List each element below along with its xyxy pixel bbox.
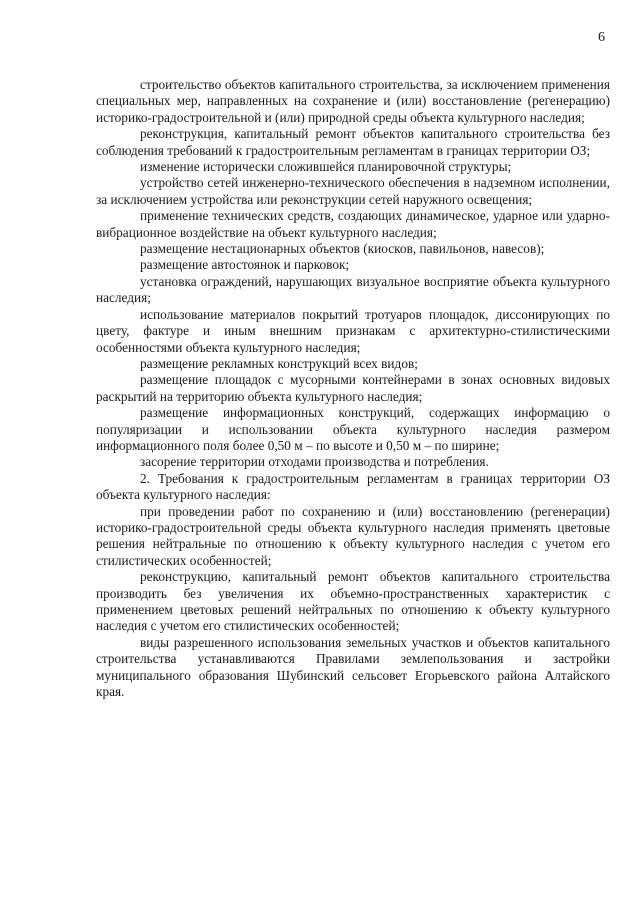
paragraph: реконструкцию, капитальный ремонт объектов капитального строительства производить без увеличения их объемно-пространственных характеристик с применением цветовых решений нейтральных по отношению к объекту культурного наследия с учетом его стилистических особенностей; bbox=[96, 569, 610, 634]
paragraph: при проведении работ по сохранению и (или) восстановлению (регенерации) историко-градостроительной среды объекта культурного наследия применять цветовые решения нейтральные по отношению к объекту культурного наследия с учетом его стилистических особенностей; bbox=[96, 503, 610, 568]
paragraph: строительство объектов капитального строительства, за исключением применения специальных мер, направленных на сохранение и (или) восстановление (регенерацию) историко-градостроительной и (или) природной среды объекта культурного наследия; bbox=[96, 77, 610, 125]
paragraph: размещение рекламных конструкций всех видов; bbox=[140, 355, 418, 371]
paragraph: установка ограждений, нарушающих визуальное восприятие объекта культурного наследия; bbox=[96, 273, 610, 306]
paragraph: реконструкция, капитальный ремонт объектов капитального строительства без соблюдения требований к градостроительным регламентам в границах территории ОЗ; bbox=[96, 126, 610, 158]
paragraph: размещение информационных конструкций, содержащих информацию о популяризации и использовании объекта культурного наследия размером информационного поля более 0,50 м – по высоте и 0,50 м – по ширине; bbox=[96, 405, 610, 453]
page-number: 6 bbox=[598, 30, 605, 45]
paragraph: устройство сетей инженерно-технического обеспечения в надземном исполнении, за исключением устройства или реконструкции сетей наружного освещения; bbox=[96, 175, 610, 207]
paragraph: применение технических средств, создающих динамическое, ударное или ударно-вибрационное воздействие на объект культурного наследия; bbox=[96, 208, 610, 240]
paragraph: размещение автостоянок и парковок; bbox=[140, 257, 350, 273]
paragraph: изменение исторически сложившейся планировочной структуры; bbox=[140, 159, 512, 175]
paragraph: виды разрешенного использования земельных участков и объектов капитального строительства устанавливаются Правилами землепользования и застройки муниципального образования Шубинский сельсовет Егорьевского района Алтайского края. bbox=[96, 634, 610, 700]
document-body bbox=[96, 77, 610, 700]
paragraph: размещение нестационарных объектов (киосков, павильонов, навесов); bbox=[140, 241, 545, 257]
paragraph: использование материалов покрытий тротуаров площадок, диссонирующих по цвету, фактуре и иным внешним признакам с архитектурно-стилистическими особенностями объекта культурного наследия; bbox=[96, 306, 610, 355]
paragraph: засорение территории отходами производства и потребления. bbox=[140, 454, 489, 470]
paragraph: размещение площадок с мусорными контейнерами в зонах основных видовых раскрытий на территорию объекта культурного наследия; bbox=[96, 372, 610, 404]
section-heading-paragraph: 2. Требования к градостроительным регламентам в границах территории ОЗ объекта культурного наследия: bbox=[96, 470, 610, 503]
